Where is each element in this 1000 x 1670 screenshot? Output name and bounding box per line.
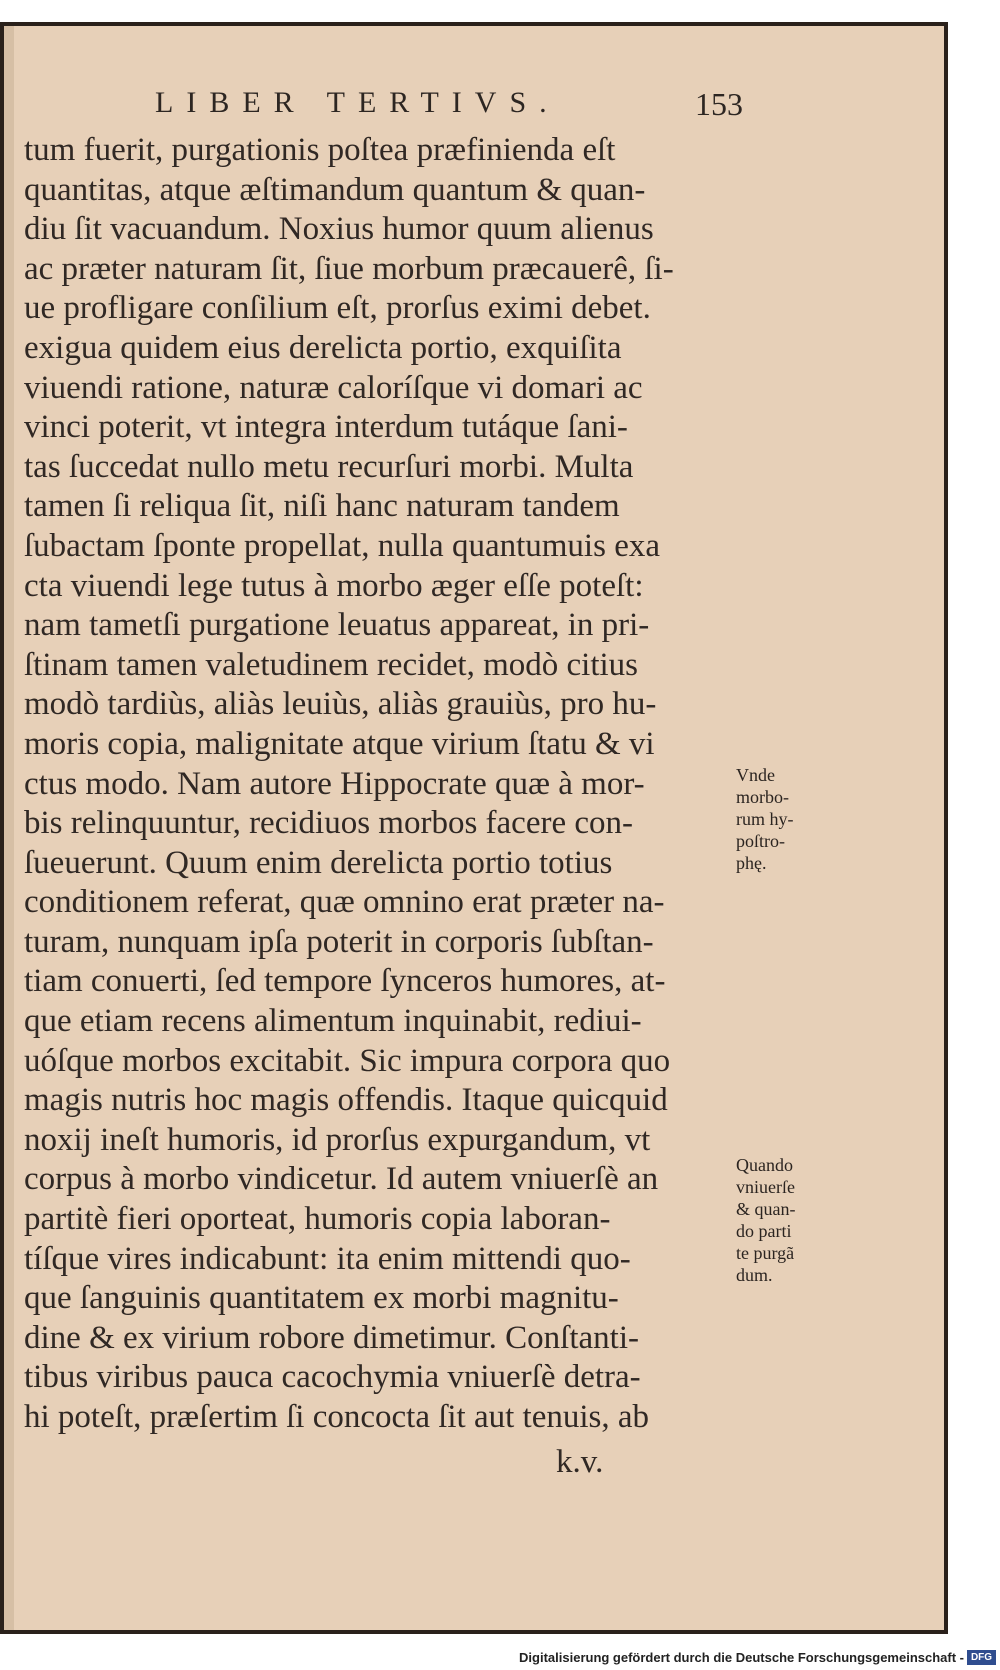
text-line: ctus modo. Nam autore Hippocrate quæ à mor- <box>24 765 645 802</box>
text-line: conditionem referat, quæ omnino erat præter na- <box>24 884 665 921</box>
text-line: turam, nunquam ipſa poterit in corporis ſubſtan- <box>24 923 654 960</box>
text-line: modò tardiùs, aliàs leuiùs, aliàs grauiùs, pro hu- <box>24 686 657 723</box>
marginal-note-line: do parti <box>736 1221 792 1241</box>
funding-credit: Digitalisierung gefördert durch die Deutsche Forschungsgemeinschaft - <box>519 1650 964 1665</box>
marginal-note-line: phę. <box>736 853 767 873</box>
text-line: tíſque vires indicabunt: ita enim mittendi quo- <box>24 1240 631 1277</box>
text-line: que ſanguinis quantitatem ex morbi magnitu- <box>24 1280 619 1317</box>
text-line: quantitas, atque æſtimandum quantum & quan- <box>24 171 646 208</box>
text-line: dine & ex virium robore dimetimur. Conſtanti- <box>24 1319 639 1356</box>
text-line: tas ſuccedat nullo metu recurſuri morbi. Multa <box>24 448 634 485</box>
text-line: tibus viribus pauca cacochymia vniuerſè detra- <box>24 1359 641 1396</box>
marginal-note-line: Vnde <box>736 765 775 785</box>
marginal-note <box>736 764 794 874</box>
marginal-note-line: poſtro- <box>736 831 785 851</box>
text-line: magis nutris hoc magis offendis. Itaque quicquid <box>24 1082 668 1119</box>
text-line: moris copia, malignitate atque virium ſtatu & vi <box>24 725 655 762</box>
text-line: ſubactam ſponte propellat, nulla quantumuis exa <box>24 527 660 564</box>
text-line: noxij ineſt humoris, id prorſus expurgandum, vt <box>24 1121 651 1158</box>
text-line: ſtinam tamen valetudinem recidet, modò citius <box>24 646 638 683</box>
text-line: hi poteſt, præſertim ſi concocta ſit aut tenuis, ab <box>24 1399 650 1435</box>
marginal-note-line: & quan- <box>736 1199 796 1219</box>
text-line: ac præter naturam ſit, ſiue morbum præcauerê, ſi- <box>24 250 674 287</box>
marginal-note-line: rum hy- <box>736 809 794 829</box>
page-number: 153 <box>695 86 743 122</box>
text-line: tiam conuerti, ſed tempore ſynceros humores, at- <box>24 963 666 1000</box>
text-line: tum fuerit, purgationis poſtea præfinienda eſt <box>24 132 616 168</box>
text-line: diu ſit vacuandum. Noxius humor quum alienus <box>24 211 654 248</box>
marginal-note-line: dum. <box>736 1265 773 1285</box>
marginal-note-line: te purgã <box>736 1243 795 1263</box>
marginal-note-line: morbo- <box>736 787 789 807</box>
text-line: vinci poterit, vt integra interdum tutáque ſani- <box>24 409 628 446</box>
text-line: ſueuerunt. Quum enim derelicta portio totius <box>24 844 613 881</box>
text-line: viuendi ratione, naturæ caloríſque vi domari ac <box>24 369 643 406</box>
page-binding-edge <box>4 26 14 1630</box>
text-line: partitè fieri oporteat, humoris copia laboran- <box>24 1201 611 1238</box>
marginal-note-line: vniuerſe <box>736 1177 795 1197</box>
text-line: que etiam recens alimentum inquinabit, rediui- <box>24 1003 642 1040</box>
signature-mark: k.v. <box>556 1444 604 1480</box>
text-line: exigua quidem eius derelicta portio, exquiſita <box>24 329 622 366</box>
text-line: nam tametſi purgatione leuatus appareat, in pri- <box>24 607 650 644</box>
text-line: tamen ſi reliqua ſit, niſi hanc naturam tandem <box>24 488 620 525</box>
dfg-logo[interactable]: DFG <box>967 1650 996 1665</box>
text-line: uóſque morbos excitabit. Sic impura corpora quo <box>24 1042 671 1079</box>
running-head: LIBER TERTIVS. <box>155 86 560 119</box>
text-line: bis relinquuntur, recidiuos morbos facere con- <box>24 805 633 842</box>
marginal-note-line: Quando <box>736 1155 793 1175</box>
text-line: corpus à morbo vindicetur. Id autem vniuerſè an <box>24 1161 659 1198</box>
text-line: ue profligare conſilium eſt, prorſus eximi debet. <box>24 290 651 327</box>
marginal-note <box>736 1154 795 1286</box>
body-text <box>24 131 744 1438</box>
text-line: cta viuendi lege tutus à morbo æger eſſe poteſt: <box>24 567 644 604</box>
